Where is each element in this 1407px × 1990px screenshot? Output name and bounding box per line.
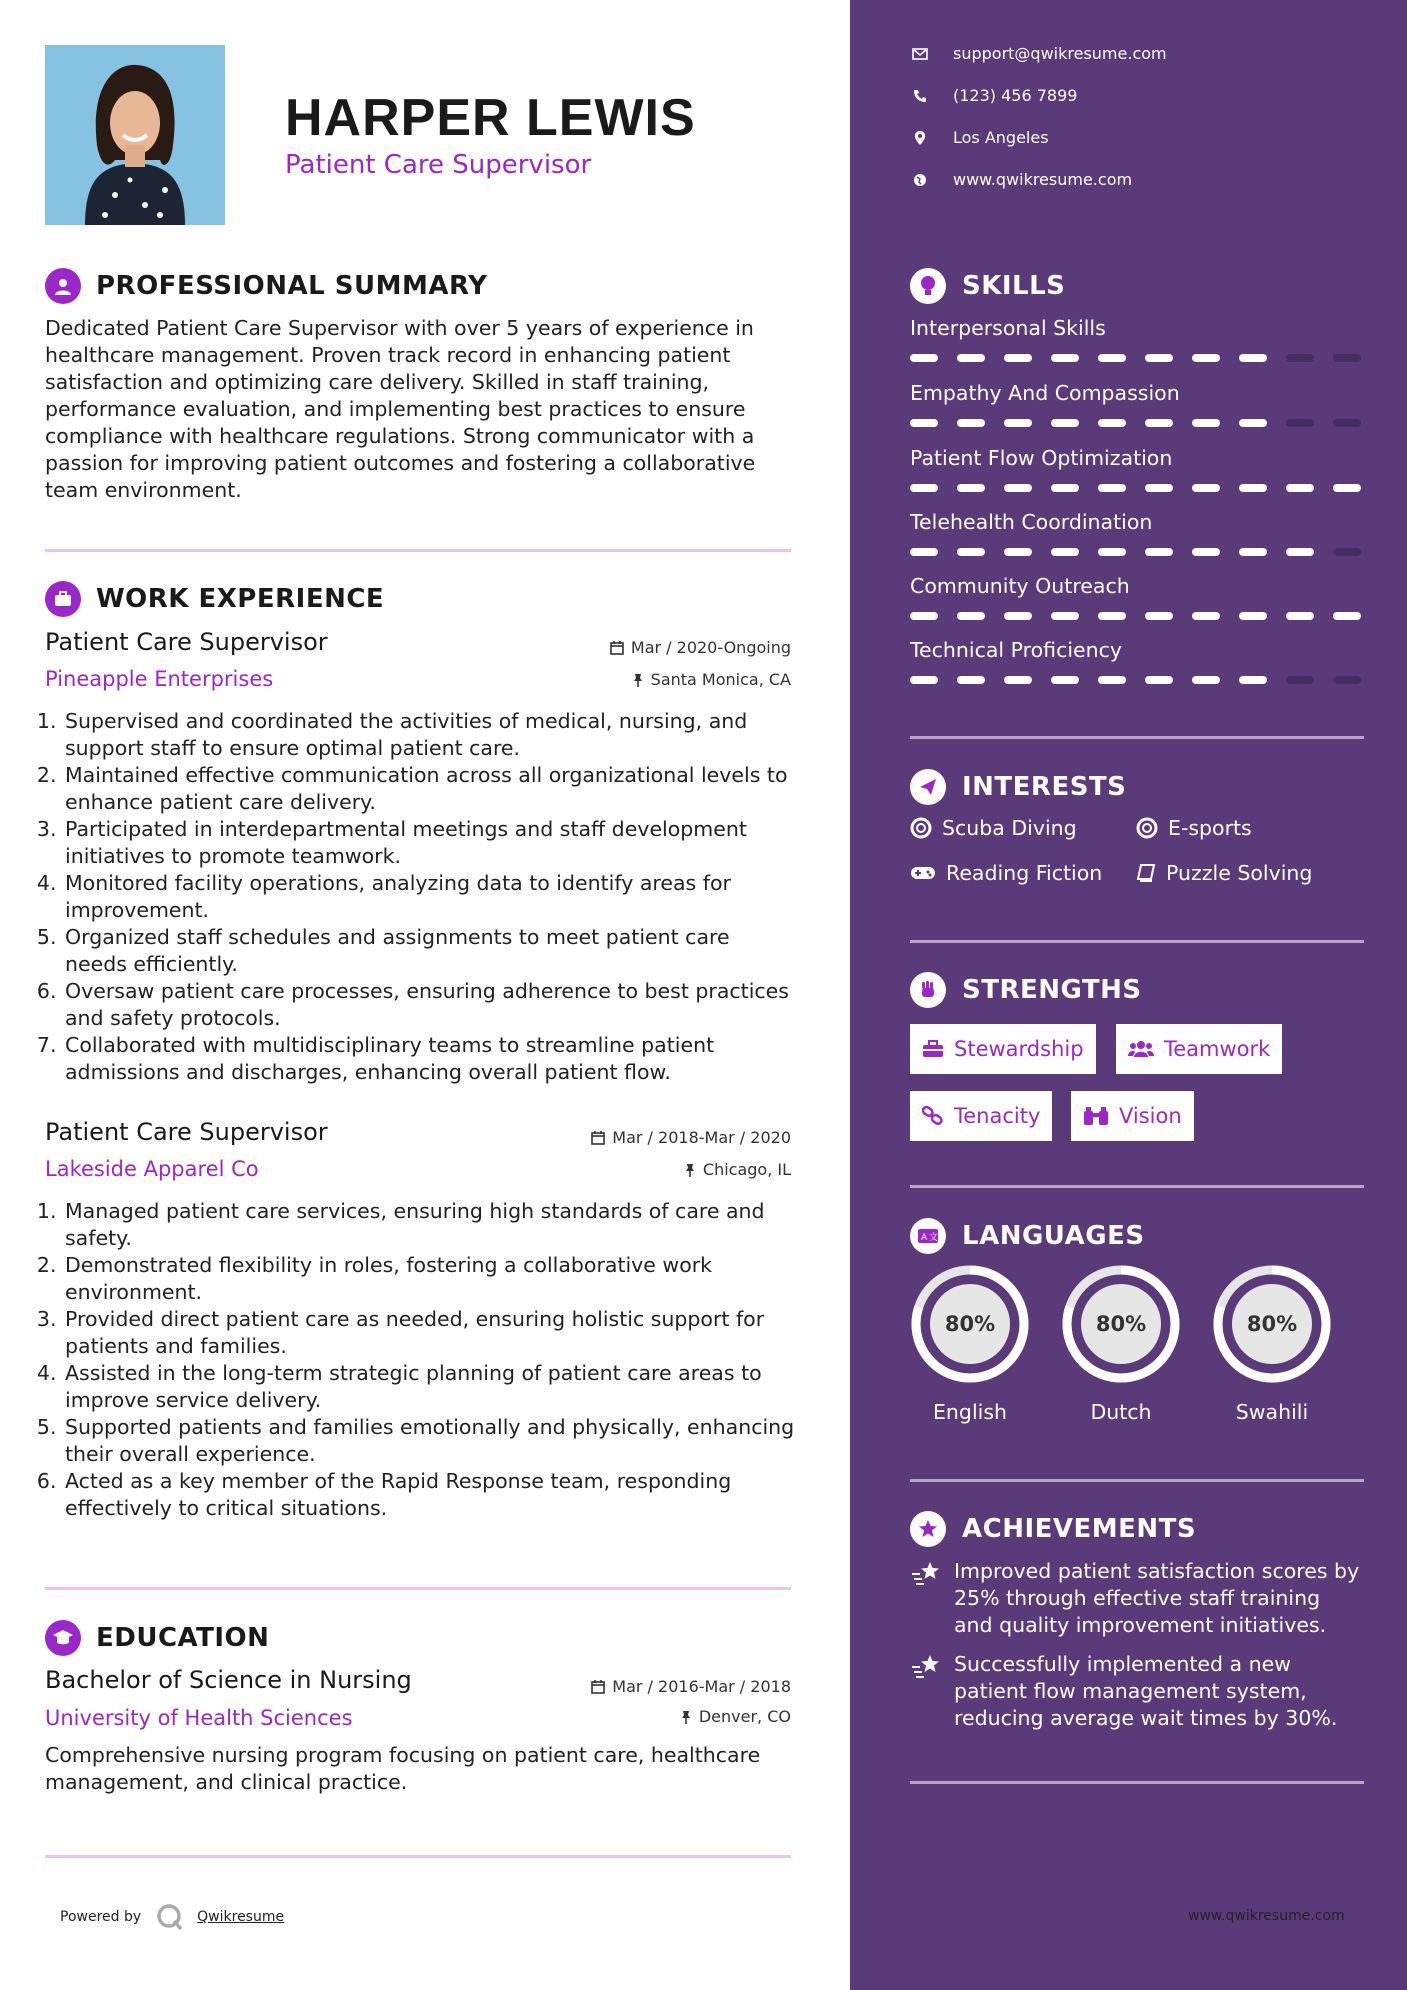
job-dates (591, 1128, 791, 1147)
skill-dot (1239, 676, 1267, 684)
list-item: 5. Organized staff schedules and assignments to meet patient care needs efficiently. (63, 924, 795, 978)
languages-heading (910, 1218, 1145, 1254)
skill-level-bar (910, 676, 1380, 684)
list-item: 1. Supervised and coordinated the activities of medical, nursing, and support staff to ensure optimal patient care. (63, 708, 795, 762)
strength-badge (1116, 1024, 1282, 1074)
languages-title: LANGUAGES (962, 1221, 1145, 1251)
globe-icon (913, 173, 927, 187)
job-company: Lakeside Apparel Co (45, 1157, 259, 1181)
education-description: Comprehensive nursing program focusing on patient care, healthcare management, and clinical practice. (45, 1743, 761, 1794)
achievements-title: ACHIEVEMENTS (962, 1514, 1197, 1544)
skill-dot (1004, 612, 1032, 620)
skill-level-bar (910, 612, 1380, 620)
pin-icon (680, 1710, 692, 1724)
language-item (910, 1264, 1030, 1424)
skill-dot (1004, 419, 1032, 427)
list-item: 1. Managed patient care services, ensuring high standards of care and safety. (63, 1198, 795, 1252)
strength-badge (910, 1024, 1096, 1074)
degree: Bachelor of Science in Nursing (45, 1666, 412, 1694)
interest-label: Scuba Diving (942, 816, 1077, 840)
job-dates (610, 638, 791, 657)
skill-dot (1239, 612, 1267, 620)
skill-dot (1051, 484, 1079, 492)
contact-website-text: www.qwikresume.com (953, 170, 1133, 189)
skill-dot (910, 419, 938, 427)
language-item (1061, 1264, 1181, 1424)
language-ring (910, 1264, 1030, 1384)
language-name: English (932, 1400, 1008, 1424)
school: University of Health Sciences (45, 1706, 353, 1730)
skill-dot (910, 548, 938, 556)
interests-heading (910, 769, 1126, 805)
section-divider (45, 1855, 791, 1858)
interests-title: INTERESTS (962, 772, 1127, 802)
education-location (680, 1707, 791, 1726)
life-ring-icon (1136, 817, 1158, 839)
skill-dot (1192, 676, 1220, 684)
job-bullets (45, 1198, 795, 1522)
binoculars-icon (1083, 1106, 1109, 1126)
contact-email-text: support@qwikresume.com (953, 44, 1167, 63)
contact-phone-text: (123) 456 7899 (953, 86, 1078, 105)
skill-dot (910, 484, 938, 492)
skill-level-bar (910, 419, 1380, 427)
skill-dot (1004, 676, 1032, 684)
pin-icon (632, 673, 644, 687)
skill-dot (1145, 419, 1173, 427)
experience-heading (45, 581, 384, 617)
skill-dot (1192, 612, 1220, 620)
experience-title: WORK EXPERIENCE (96, 584, 385, 614)
sidebar-divider (910, 1185, 1364, 1188)
list-item: 3. Provided direct patient care as needed, ensuring holistic support for patients and families. (63, 1306, 795, 1360)
section-divider (45, 1587, 791, 1590)
job-location (684, 1160, 791, 1179)
skill-dot (1145, 612, 1173, 620)
job-dates-text: Mar / 2018-Mar / 2020 (612, 1128, 791, 1147)
strength-label: Vision (1119, 1104, 1182, 1128)
skill-dot (957, 354, 985, 362)
skill-dot (1333, 612, 1361, 620)
skill-name: Empathy And Compassion (910, 381, 1180, 405)
qwikresume-logo-icon (155, 1902, 185, 1932)
language-ring (1212, 1264, 1332, 1384)
skill-dot (910, 676, 938, 684)
language-percent: 80% (1095, 1312, 1147, 1336)
powered-by (60, 1902, 284, 1932)
phone-icon (913, 89, 927, 103)
star-badge-icon (910, 1511, 946, 1547)
skill-dot (957, 548, 985, 556)
achievement-text: Successfully implemented a new patient flow management system, reducing average wait times by 30%. (954, 1652, 1338, 1730)
contact-phone[interactable] (910, 86, 1077, 105)
strength-badge (1071, 1091, 1194, 1141)
briefcase-icon (45, 581, 81, 617)
skill-dot (1004, 354, 1032, 362)
skill-level-bar (910, 484, 1380, 492)
skill-name: Interpersonal Skills (910, 316, 1106, 340)
calendar-icon (610, 641, 624, 655)
skill-name: Telehealth Coordination (910, 510, 1153, 534)
calendar-icon (591, 1680, 605, 1694)
skill-dot (1098, 612, 1126, 620)
job-dates-text: Mar / 2020-Ongoing (630, 638, 791, 657)
skill-level-bar (910, 354, 1380, 362)
skill-name: Technical Proficiency (910, 638, 1123, 662)
graduation-cap-icon (45, 1620, 81, 1656)
summary-heading (45, 268, 487, 304)
skill-level-bar (910, 548, 1380, 556)
skill-dot (1239, 548, 1267, 556)
education-dates (591, 1677, 791, 1696)
skill-dot (1051, 354, 1079, 362)
interest-label: E-sports (1168, 816, 1252, 840)
skill-dot (1333, 548, 1361, 556)
envelope-icon (912, 48, 928, 60)
education-location-text: Denver, CO (698, 1707, 791, 1726)
footer-site[interactable]: www.qwikresume.com (1188, 1908, 1345, 1924)
strength-label: Teamwork (1164, 1037, 1271, 1061)
skill-dot (1333, 676, 1361, 684)
strengths-title: STRENGTHS (962, 975, 1142, 1005)
strength-badge (910, 1091, 1052, 1141)
skill-dot (1051, 612, 1079, 620)
job-role: Patient Care Supervisor (45, 1118, 328, 1146)
language-icon (910, 1218, 946, 1254)
skill-dot (1145, 354, 1173, 362)
section-divider (45, 549, 791, 552)
job-role: Patient Care Supervisor (45, 628, 328, 656)
job-bullets (45, 708, 795, 1086)
skill-dot (1286, 419, 1314, 427)
skill-dot (1098, 548, 1126, 556)
location-pin-icon (914, 130, 926, 146)
skill-dot (1051, 419, 1079, 427)
link-icon (922, 1106, 944, 1126)
list-item: 4. Assisted in the long-term strategic planning of patient care areas to improve service delivery. (63, 1360, 795, 1414)
briefcase-icon (922, 1040, 944, 1058)
fist-icon (910, 972, 946, 1008)
strength-label: Stewardship (954, 1037, 1084, 1061)
contact-location-text: Los Angeles (953, 128, 1049, 147)
skill-dot (1004, 484, 1032, 492)
skill-dot (1239, 419, 1267, 427)
skill-dot (1192, 354, 1220, 362)
skills-heading (910, 268, 1065, 304)
interest-label: Reading Fiction (946, 861, 1103, 885)
contact-email[interactable] (910, 44, 1167, 63)
list-item: 5. Supported patients and families emotionally and physically, enhancing their overall experience. (63, 1414, 795, 1468)
achievement-text: Improved patient satisfaction scores by 25% through effective staff training and quality improvement initiatives. (954, 1559, 1360, 1637)
language-ring (1061, 1264, 1181, 1384)
skill-dot (1333, 419, 1361, 427)
skill-dot (1286, 676, 1314, 684)
skill-dot (1333, 484, 1361, 492)
skill-dot (957, 419, 985, 427)
skill-dot (1098, 676, 1126, 684)
skill-dot (1286, 548, 1314, 556)
list-item: 2. Maintained effective communication across all organizational levels to enhance patient care delivery. (63, 762, 795, 816)
summary-title: PROFESSIONAL SUMMARY (96, 271, 488, 301)
list-item: 6. Acted as a key member of the Rapid Response team, responding effectively to critical situations. (63, 1468, 795, 1522)
powered-by-label: Powered by (60, 1909, 142, 1925)
skills-title: SKILLS (962, 271, 1066, 301)
language-name: Swahili (1235, 1400, 1309, 1424)
skill-dot (910, 612, 938, 620)
skill-dot (1051, 548, 1079, 556)
list-item: 6. Oversaw patient care processes, ensuring adherence to best practices and safety protocols. (63, 978, 795, 1032)
skill-dot (1286, 612, 1314, 620)
skill-dot (1286, 484, 1314, 492)
svg-text:A: A (921, 1233, 928, 1243)
sidebar-divider (910, 736, 1364, 739)
skill-name: Patient Flow Optimization (910, 446, 1173, 470)
job-location-text: Chicago, IL (702, 1160, 791, 1179)
education-title: EDUCATION (96, 1623, 270, 1653)
list-item: 7. Collaborated with multidisciplinary teams to streamline patient admissions and discharges, enhancing overall patient flow. (63, 1032, 795, 1086)
profile-photo (45, 45, 225, 225)
gamepad-icon (910, 865, 936, 881)
skill-dot (1286, 354, 1314, 362)
language-item (1212, 1264, 1332, 1424)
skill-dot (957, 612, 985, 620)
skill-dot (957, 676, 985, 684)
interest-item (910, 816, 1077, 840)
interest-item (1136, 816, 1252, 840)
interest-item (910, 861, 1102, 885)
skill-dot (1239, 484, 1267, 492)
contact-website[interactable] (910, 170, 1132, 189)
interest-item (1136, 861, 1312, 885)
language-name: Dutch (1090, 1400, 1152, 1424)
candidate-title: Patient Care Supervisor (285, 150, 592, 180)
strength-label: Tenacity (954, 1104, 1041, 1128)
skill-dot (1333, 354, 1361, 362)
skill-dot (1192, 548, 1220, 556)
language-percent: 80% (944, 1312, 996, 1336)
skill-name: Community Outreach (910, 574, 1130, 598)
job-company: Pineapple Enterprises (45, 667, 274, 691)
achievements-heading (910, 1511, 1196, 1547)
sidebar-divider (910, 940, 1364, 943)
skill-dot (1098, 484, 1126, 492)
skill-dot (1145, 676, 1173, 684)
skill-dot (1004, 548, 1032, 556)
skill-dot (1098, 419, 1126, 427)
achievement-item (910, 1558, 1360, 1639)
list-item: 3. Participated in interdepartmental meetings and staff development initiatives to promote teamwork. (63, 816, 795, 870)
book-icon (1136, 863, 1156, 883)
paper-plane-icon (910, 769, 946, 805)
strengths-heading (910, 972, 1142, 1008)
candidate-name: HARPER LEWIS (285, 89, 696, 147)
contact-location (910, 128, 1049, 147)
skill-dot (1145, 484, 1173, 492)
life-ring-icon (910, 817, 932, 839)
interest-label: Puzzle Solving (1166, 861, 1313, 885)
lightbulb-icon (910, 268, 946, 304)
education-heading (45, 1620, 269, 1656)
skill-dot (1098, 354, 1126, 362)
shooting-star-icon (910, 1560, 942, 1586)
skill-dot (957, 484, 985, 492)
brand-link[interactable]: Qwikresume (197, 1909, 285, 1925)
list-item: 2. Demonstrated flexibility in roles, fostering a collaborative work environment. (63, 1252, 795, 1306)
language-percent: 80% (1246, 1312, 1298, 1336)
education-dates-text: Mar / 2016-Mar / 2018 (612, 1677, 791, 1696)
job-location (632, 670, 791, 689)
sidebar-divider (910, 1781, 1364, 1784)
sidebar-divider (910, 1479, 1364, 1482)
skill-dot (1239, 354, 1267, 362)
users-icon (1128, 1040, 1154, 1058)
skill-dot (1192, 484, 1220, 492)
user-icon (45, 268, 81, 304)
pin-icon (684, 1163, 696, 1177)
calendar-icon (591, 1131, 605, 1145)
skill-dot (910, 354, 938, 362)
list-item: 4. Monitored facility operations, analyzing data to identify areas for improvement. (63, 870, 795, 924)
skill-dot (1051, 676, 1079, 684)
job-location-text: Santa Monica, CA (650, 670, 791, 689)
achievement-item (910, 1651, 1360, 1732)
skill-dot (1192, 419, 1220, 427)
svg-text:文: 文 (929, 1233, 939, 1243)
skill-dot (1145, 548, 1173, 556)
shooting-star-icon (910, 1653, 942, 1679)
summary-text: Dedicated Patient Care Supervisor with over 5 years of experience in healthcare management. Proven track record in enhancing patient satisfaction and optimizing care delivery. Skilled in staff training, performance evaluation, and implementing best practices to ensure compliance with healthcare regulations. Strong communicator with a passion for improving patient outcomes and fostering a collaborative team environment. (45, 316, 756, 502)
